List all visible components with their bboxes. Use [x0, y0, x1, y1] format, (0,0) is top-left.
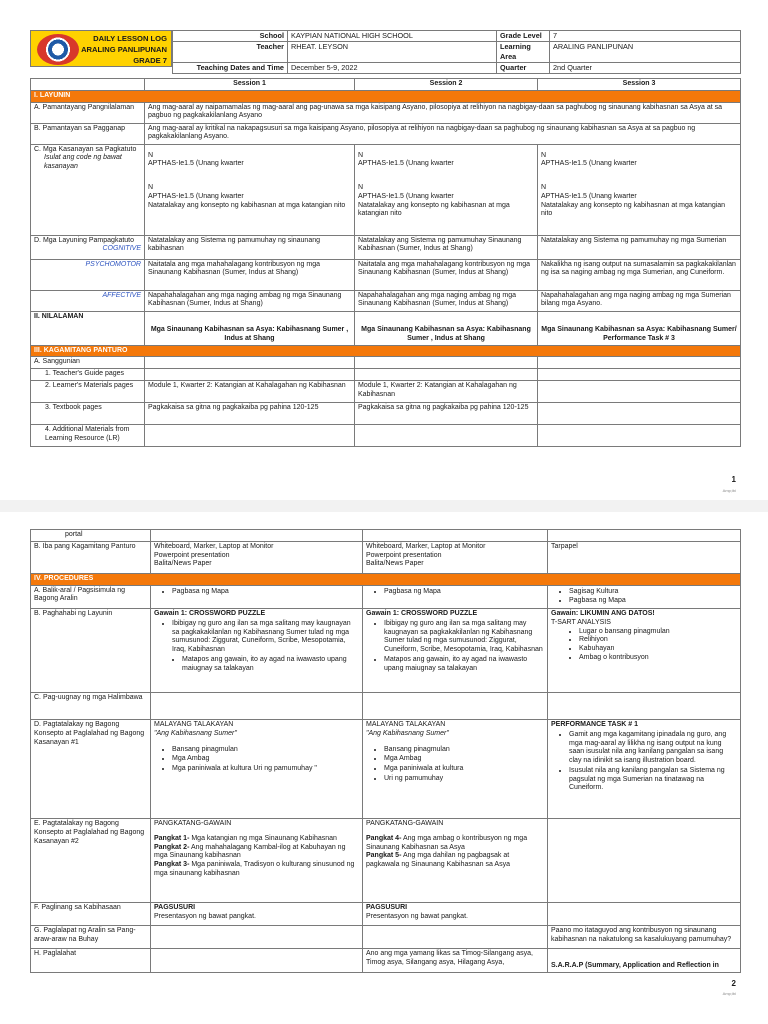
- empty-cell: [355, 369, 538, 381]
- group-label: Pangkat 1-: [154, 834, 190, 842]
- competency-cell: [145, 144, 355, 235]
- row-label: F. Paglinang sa Kabihasaan: [31, 903, 151, 926]
- activity-text: Presentasyon ng bawat pangkat.: [366, 912, 468, 920]
- objective-cell: Natatalakay ang Sistema ng pamumuhay ng mga Sumerian: [538, 235, 741, 259]
- row-label: 2. Learner's Materials pages: [31, 380, 145, 402]
- procedure-cell: [151, 720, 363, 819]
- page-2: [0, 512, 768, 1024]
- empty-cell: [363, 530, 548, 542]
- row-label: A. Pamantayang Pangnilalaman: [31, 102, 145, 123]
- school-label: School: [173, 31, 288, 42]
- procedure-cell: [151, 903, 363, 926]
- competency-n: N: [148, 184, 154, 191]
- lesson-table-page-2: [30, 529, 741, 973]
- empty-cell: [145, 357, 355, 369]
- list-item: • Sagisag Kultura: [569, 588, 737, 597]
- list-item: • Isusulat nila ang kanilang pangalan sa Sistema ng pagsulat ng mga Sumerian na tinatawag na Cuneiform.: [569, 767, 737, 793]
- group-task: [154, 844, 359, 862]
- objective-cell: Naitatala ang mga mahahalagang kontribusyon ng mga Sinaunang Kabihasnan (Sumer, Indus at Shang): [355, 259, 538, 290]
- row-label: [31, 235, 145, 259]
- row-label: 4. Additional Materials from Learning Resource (LR): [31, 424, 145, 446]
- group-text: Ang mga ambag o kontribusyon ng mga Sinaunang Kabihasnan sa Asya: [366, 834, 528, 851]
- competency-code: APTHAS-Ie1.5 (Unang kwarter: [541, 160, 637, 168]
- material-item: Whiteboard, Marker, Laptop at Monitor: [366, 542, 486, 550]
- group-text: Mga katangian ng mga Sinaunang Kabihasnan: [189, 834, 337, 842]
- group-label: Pangkat 5-: [366, 852, 402, 860]
- list-item: • Pagbasa ng Mapa: [172, 588, 359, 597]
- section-heading-layunin: I. LAYUNIN: [31, 90, 741, 102]
- area-label: Learning Area: [497, 42, 550, 63]
- row-label: [31, 144, 145, 235]
- objective-cell: Natatalakay ang Sistema ng pamumuhay Sinaunang Kabihasnan (Sumer, Indus at Shang): [355, 235, 538, 259]
- content-cell: Mga Sinaunang Kabihasnan sa Asya: Kabihasnang Sumer , Indus at Shang: [145, 311, 355, 345]
- activity-title: Gawain 1: CROSSWORD PUZZLE: [154, 610, 266, 617]
- row-label: II. NILALAMAN: [31, 311, 145, 345]
- group-text: Ang mahahalagang Kambal-ilog at Kabuhayan ng mga Sinaunang kabihasnan: [154, 843, 346, 860]
- header-info-table: [172, 30, 741, 74]
- objective-cell: Napahahalagahan ang mga naging ambag ng mga Sinaunang Kabihasnan (Sumer, Indus at Shang): [355, 290, 538, 311]
- row-label: C. Pag-uugnay ng mga Halimbawa: [31, 693, 151, 720]
- list-item: • Kabuhayan: [579, 645, 737, 654]
- empty-cell: [151, 530, 363, 542]
- empty-cell: [355, 357, 538, 369]
- activity-title: PERFORMANCE TASK # 1: [551, 721, 638, 728]
- grade-value: 7: [550, 31, 741, 42]
- group-label: Pangkat 4-: [366, 834, 402, 842]
- activity-title: PAGSUSURI: [154, 904, 196, 911]
- quarter-label: Quarter: [497, 63, 550, 74]
- row-label: B. Paghahabi ng Layunin: [31, 609, 151, 693]
- objective-cell: Napahahalagahan ang mga naging ambag ng mga Sumerian bilang mga Asyano.: [538, 290, 741, 311]
- materials-cell: Tarpapel: [548, 541, 741, 573]
- empty-cell: [548, 903, 741, 926]
- group-text: Mga paniniwala, Tradisyon o kulturang sinusunod ng mga sinaunang kabihasnan: [154, 861, 355, 877]
- activity-subtitle: "Ang Kabihasnang Sumer": [154, 729, 237, 737]
- group-task: [154, 835, 359, 844]
- material-item: Balita/News Paper: [154, 560, 212, 568]
- material-item: Whiteboard, Marker, Laptop at Monitor: [154, 542, 274, 550]
- activity-title: MALAYANG TALAKAYAN: [154, 721, 234, 728]
- procedure-cell: Paano mo itataguyod ang kontribusyon ng sinaunang kabihasnan na nakatulong sa kasalukuyang pamumuhay?: [548, 926, 741, 949]
- activity-subtitle: "Ang Kabihasnang Sumer": [366, 729, 449, 737]
- objective-cell: Naitatala ang mga mahahalagang kontribusyon ng mga Sinaunang Kabihasnan (Sumer, Indus at Shang): [145, 259, 355, 290]
- row-label: portal: [31, 530, 151, 542]
- header-title-line: ARALING PANLIPUNAN: [81, 45, 167, 54]
- teacher-value: RHEAT. LEYSON: [288, 42, 497, 63]
- row-label: B. Iba pang Kagamitang Panturo: [31, 541, 151, 573]
- list-item: • Uri ng pamumuhay: [384, 775, 544, 784]
- competency-n: N: [148, 151, 154, 159]
- dates-value: December 5-9, 2022: [288, 63, 497, 74]
- section-heading-procedures: IV. PROCEDURES: [31, 573, 741, 585]
- session-header: Session 3: [538, 79, 741, 91]
- empty-cell: [145, 424, 355, 446]
- row-label-sub: Isulat ang code ng bawat kasanayan: [44, 154, 122, 170]
- procedure-cell: [363, 819, 548, 903]
- list-item: • Ibibigay ng guro ang ilan sa mga salitang may kaugnayan sa pagkakakilanlan ng Kabihasnang Sumer tulad ng mga sumusunod: Ziggurat, Cuneiform, Scribe, Mesopotamia, Iraq, Kabihasnan: [384, 620, 544, 655]
- lesson-table-page-1: [30, 78, 741, 447]
- resource-cell: Pagkakaisa sa gitna ng pagkakaiba pg pahina 120-125: [145, 402, 355, 424]
- procedure-cell: [151, 609, 363, 693]
- empty-cell: [151, 949, 363, 973]
- page-footer-mark: Amp;ibi: [722, 991, 736, 996]
- competency-text: Natatalakay ang konsepto ng kabihasnan at mga katangian nito: [358, 201, 510, 218]
- deped-logo-icon: [37, 34, 79, 65]
- resource-cell: Module 1, Kwarter 2: Katangian at Kahalagahan ng Kabihasnan: [145, 380, 355, 402]
- row-label-text: D. Mga Layuning Pampagkatuto: [34, 236, 135, 244]
- activity-title: PANGKATANG-GAWAIN: [366, 820, 444, 827]
- header-title-line: GRADE 7: [133, 56, 167, 65]
- procedure-cell: [548, 585, 741, 609]
- row-label: G. Paglalapat ng Aralin sa Pang-araw-araw na Buhay: [31, 926, 151, 949]
- competency-text: Natatalakay ang konsepto ng kabihasnan at mga katangian nito: [148, 201, 346, 209]
- procedure-cell: [548, 609, 741, 693]
- competency-n: N: [541, 151, 547, 159]
- procedure-cell: [363, 720, 548, 819]
- activity-title: Gawain: LIKUMIN ANG DATOS!: [551, 610, 655, 617]
- materials-cell: [363, 541, 548, 573]
- session-header: Session 1: [145, 79, 355, 91]
- header-title-block: [30, 30, 172, 67]
- grade-label: Grade Level: [497, 31, 550, 42]
- empty-cell: [538, 424, 741, 446]
- quarter-value: 2nd Quarter: [550, 63, 741, 74]
- procedure-cell: [151, 819, 363, 903]
- row-label: A. Sanggunian: [31, 357, 145, 369]
- list-item: • Mga paniniwala at kultura Uri ng pamumuhay ": [172, 765, 359, 774]
- empty-cell: [151, 693, 363, 720]
- empty-cell: [538, 357, 741, 369]
- row-label-text: C. Mga Kasanayan sa Pagkatuto: [34, 145, 137, 153]
- school-value: KAYPIAN NATIONAL HIGH SCHOOL: [288, 31, 497, 42]
- content-cell: Mga Sinaunang Kabihasnan sa Asya: Kabihasnang Sumer/ Performance Task # 3: [538, 311, 741, 345]
- psychomotor-label: PSYCHOMOTOR: [31, 259, 145, 290]
- empty-cell: [538, 369, 741, 381]
- objective-cell: Nakalikha ng isang output na sumasalamin sa pagkakakilanlan ng isa sa naging ambag ng mga Sumerian, ang Cuneiform.: [538, 259, 741, 290]
- list-item: • Mga paniniwala at kultura: [384, 765, 544, 774]
- empty-cell: [363, 693, 548, 720]
- content-cell: Mga Sinaunang Kabihasnan sa Asya: Kabihasnang Sumer , Indus at Shang: [355, 311, 538, 345]
- page-divider: [0, 500, 768, 512]
- competency-code: APTHAS-Ie1.5 (Unang kwarter: [148, 160, 244, 168]
- list-item: • Bansang pinagmulan: [172, 746, 359, 755]
- empty-cell: [548, 530, 741, 542]
- objective-cell: Napahahalagahan ang mga naging ambag ng mga Sinaunang Kabihasnan (Sumer, Indus at Shang): [145, 290, 355, 311]
- list-item: • Pagbasa ng Mapa: [384, 588, 544, 597]
- list-item: • Matapos ang gawain, ito ay agad na iwawasto upang maiugnay sa talakayan: [384, 656, 544, 674]
- page-1: [0, 0, 768, 500]
- procedure-cell: [363, 585, 548, 609]
- competency-cell: [538, 144, 741, 235]
- competency-n: N: [358, 184, 364, 191]
- list-item: • Gamit ang mga kagamitang ipinadala ng guro, ang mga mag-aaral ay lilikha ng isang output na kung saan isusulat nila ang kanilang pangalan sa isang clay na idinikit sa isang illustration board.: [569, 731, 737, 766]
- group-label: Pangkat 2-: [154, 843, 190, 851]
- activity-title: Gawain 1: CROSSWORD PUZZLE: [366, 610, 478, 617]
- competency-code: APTHAS-Ie1.5 (Unang kwarter: [148, 192, 244, 200]
- empty-cell: [145, 369, 355, 381]
- row-label: 3. Textbook pages: [31, 402, 145, 424]
- empty-cell: [538, 402, 741, 424]
- resource-cell: Pagkakaisa sa gitna ng pagkakaiba pg pahina 120-125: [355, 402, 538, 424]
- competency-n: N: [358, 151, 364, 159]
- empty-cell: [151, 926, 363, 949]
- list-item: • Ibibigay ng guro ang ilan sa mga salitang may kaugnayan sa pagkakakilanlan ng Kabihasnang Sumer tulad ng mga sumusunod: Ziggurat, Cuneiform, Scribe, Mesopotamia, Iraq, Kabihasnan: [172, 620, 359, 655]
- dates-label: Teaching Dates and Time: [173, 63, 288, 74]
- list-item: • Ambag o kontribusyon: [579, 654, 737, 663]
- activity-title: MALAYANG TALAKAYAN: [366, 721, 446, 728]
- section-heading-kagamitan: III. KAGAMITANG PANTURO: [31, 345, 741, 357]
- row-label: 1. Teacher's Guide pages: [31, 369, 145, 381]
- page-number: 2: [731, 979, 736, 988]
- empty-cell: [355, 424, 538, 446]
- list-item: • Pagbasa ng Mapa: [569, 597, 737, 606]
- activity-title: PANGKATANG-GAWAIN: [154, 820, 232, 827]
- empty-cell: [363, 926, 548, 949]
- procedure-cell: [363, 609, 548, 693]
- resource-cell: Module 1, Kwarter 2: Katangian at Kahalagahan ng Kabihasnan: [355, 380, 538, 402]
- group-text: Ang mga dahilan ng pagbagsak at pagkawala ng Sinaunang Kabihasnan sa Asya: [366, 852, 510, 868]
- list-item: • Lugar o bansang pinagmulan: [579, 628, 737, 637]
- list-item: • Mga Ambag: [172, 755, 359, 764]
- empty-cell: [538, 380, 741, 402]
- header-title-line: DAILY LESSON LOG: [93, 34, 167, 43]
- material-item: Powerpoint presentation: [154, 551, 230, 559]
- row-text: Ang mag-aaral ay naipamamalas ng mag-aaral ang pag-unawa sa mga kaisipang Asyano, pilosopiya at relihiyon na nagbigay-daan sa paghubog ng sinaunang kabihasnan sa Asya at sa pagbuo ng pagkakakilanlang Asyano: [145, 102, 741, 123]
- header-title: [81, 33, 167, 66]
- empty-cell: [548, 819, 741, 903]
- list-item: • Relihiyon: [579, 636, 737, 645]
- objective-cell: Natatalakay ang Sistema ng pamumuhay ng sinaunang kabihasnan: [145, 235, 355, 259]
- row-label: H. Paglalahat: [31, 949, 151, 973]
- group-label: Pangkat 3-: [154, 861, 190, 868]
- material-item: Balita/News Paper: [366, 560, 424, 568]
- group-task: [366, 835, 544, 853]
- teacher-label: Teacher: [173, 42, 288, 63]
- list-item: • Matapos ang gawain, ito ay agad na iwawasto upang maiugnay sa talakayan: [182, 656, 359, 674]
- competency-code: APTHAS-Ie1.5 (Unang kwarter: [541, 192, 637, 200]
- group-task: [154, 861, 359, 879]
- row-label: E. Pagtatalakay ng Bagong Konsepto at Paglalahad ng Bagong Kasanayan #2: [31, 819, 151, 903]
- activity-subtitle: T-SART ANALYSIS: [551, 618, 611, 626]
- sessions-corner: [31, 79, 145, 91]
- area-value: ARALING PANLIPUNAN: [550, 42, 741, 63]
- procedure-cell: [151, 585, 363, 609]
- procedure-cell: [548, 720, 741, 819]
- activity-title: PAGSUSURI: [366, 904, 408, 911]
- list-item: • Mga Ambag: [384, 755, 544, 764]
- material-item: Powerpoint presentation: [366, 551, 442, 559]
- procedure-cell: Ano ang mga yamang likas sa Timog-Silangang asya, Timog asya, Silangang asya, Hilagang Asya,: [363, 949, 548, 973]
- competency-text: Natatalakay ang konsepto ng kabihasnan at mga katangian nito: [541, 201, 726, 218]
- materials-cell: [151, 541, 363, 573]
- competency-code: APTHAS-Ie1.5 (Unang kwarter: [358, 192, 454, 200]
- competency-cell: [355, 144, 538, 235]
- row-label: A. Balik-aral / Pagsisimula ng Bagong Aralin: [31, 585, 151, 609]
- list-item: • Bansang pinagmulan: [384, 746, 544, 755]
- procedure-cell: S.A.R.A.P (Summary, Application and Reflection in: [548, 949, 741, 973]
- row-label: D. Pagtatalakay ng Bagong Konsepto at Paglalahad ng Bagong Kasanayan #1: [31, 720, 151, 819]
- procedure-cell: [363, 903, 548, 926]
- group-task: [366, 852, 544, 870]
- cognitive-label: COGNITIVE: [102, 245, 141, 253]
- activity-text: Presentasyon ng bawat pangkat.: [154, 912, 256, 920]
- row-label: B. Pamantayan sa Pagganap: [31, 123, 145, 144]
- page-footer-mark: Amp;ibi: [722, 488, 736, 493]
- page-number: 1: [731, 475, 736, 484]
- row-text: Ang mag-aaral ay kritikal na nakapagsusuri sa mga kaisipang Asyano, pilosopiya at relihiyon na nagbigay-daan sa paghubog ng sinaunang kabihasnan sa Asya at sa pagbuo ng pagkakakilanlang Asyano.: [145, 123, 741, 144]
- competency-n: N: [541, 184, 547, 191]
- session-header: Session 2: [355, 79, 538, 91]
- empty-cell: [548, 693, 741, 720]
- affective-label: AFFECTIVE: [31, 290, 145, 311]
- competency-code: APTHAS-Ie1.5 (Unang kwarter: [358, 160, 454, 168]
